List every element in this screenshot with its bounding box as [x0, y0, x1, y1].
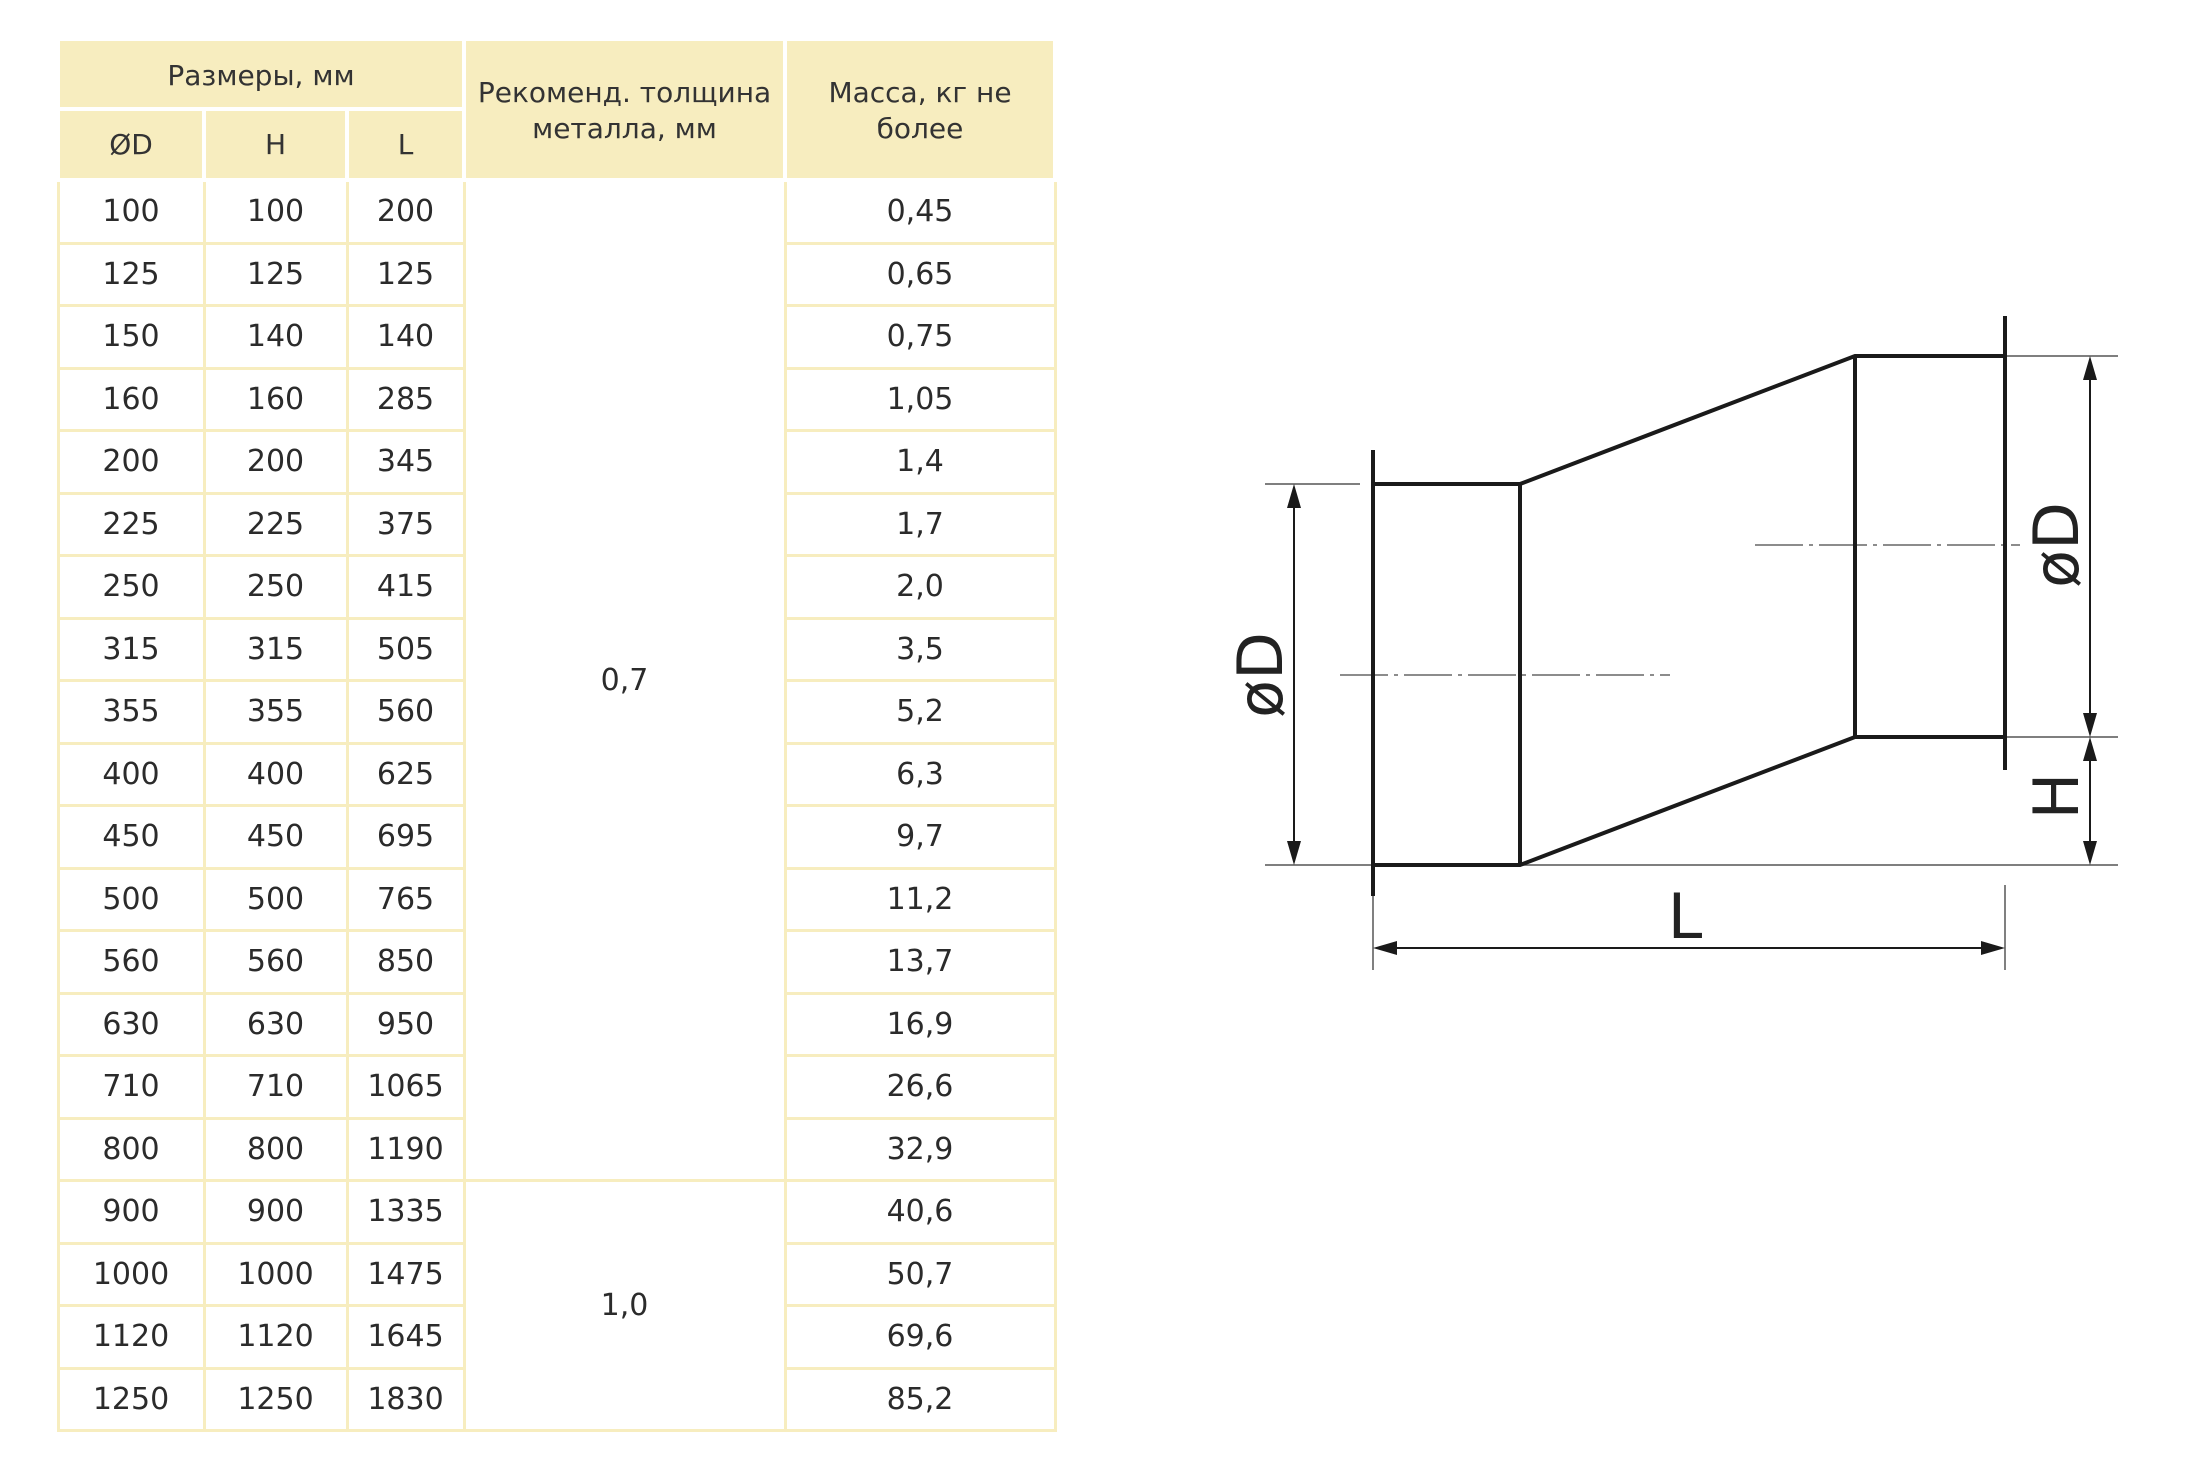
cell-mass: 69,6: [785, 1306, 1055, 1369]
cell-l: 1335: [347, 1181, 464, 1244]
cell-h: 630: [204, 993, 347, 1056]
cell-mass: 85,2: [785, 1368, 1055, 1431]
cell-h: 450: [204, 806, 347, 869]
cell-d: 200: [58, 431, 204, 494]
reducer-body: [1373, 316, 2005, 896]
cell-l: 125: [347, 243, 464, 306]
cell-h: 100: [204, 180, 347, 243]
cell-d: 355: [58, 681, 204, 744]
cell-mass: 5,2: [785, 681, 1055, 744]
arrow-l-left: [1373, 941, 1397, 955]
cell-mass: 26,6: [785, 1056, 1055, 1119]
cell-d: 800: [58, 1118, 204, 1181]
arrow-l-right: [1981, 941, 2005, 955]
cell-h: 225: [204, 493, 347, 556]
cell-mass: 3,5: [785, 618, 1055, 681]
label-h: H: [2020, 772, 2093, 820]
header-mass: Масса, кг не более: [785, 43, 1055, 181]
cell-h: 710: [204, 1056, 347, 1119]
cell-h: 315: [204, 618, 347, 681]
cell-mass: 2,0: [785, 556, 1055, 619]
cell-d: 450: [58, 806, 204, 869]
cell-l: 1475: [347, 1243, 464, 1306]
cell-mass: 1,7: [785, 493, 1055, 556]
cell-h: 160: [204, 368, 347, 431]
cell-l: 765: [347, 868, 464, 931]
cell-mass: 0,75: [785, 306, 1055, 369]
label-l: L: [1667, 880, 1703, 953]
arrow-d-right-bottom: [2083, 713, 2097, 737]
header-sizes: Размеры, мм: [58, 43, 464, 110]
cell-h: 400: [204, 743, 347, 806]
outline-top: [1373, 356, 2005, 484]
cell-d: 630: [58, 993, 204, 1056]
cell-d: 225: [58, 493, 204, 556]
cell-l: 695: [347, 806, 464, 869]
arrow-h-top: [2083, 737, 2097, 761]
cell-l: 200: [347, 180, 464, 243]
arrow-h-bottom: [2083, 841, 2097, 865]
cell-l: 850: [347, 931, 464, 994]
cell-d: 150: [58, 306, 204, 369]
cell-h: 900: [204, 1181, 347, 1244]
extension-lines: [1265, 356, 2118, 970]
cell-h: 560: [204, 931, 347, 994]
table-header: [58, 43, 1055, 181]
cell-d: 1000: [58, 1243, 204, 1306]
cell-h: 200: [204, 431, 347, 494]
cell-l: 345: [347, 431, 464, 494]
cell-d: 125: [58, 243, 204, 306]
cell-mass: 11,2: [785, 868, 1055, 931]
center-lines: [1340, 545, 2020, 675]
cell-l: 560: [347, 681, 464, 744]
label-d-right: øD: [2020, 502, 2093, 588]
cell-l: 415: [347, 556, 464, 619]
cell-d: 100: [58, 180, 204, 243]
table-row: [58, 1181, 1055, 1244]
cell-l: 1065: [347, 1056, 464, 1119]
dimension-lines: [1294, 362, 2090, 948]
cell-l: 1190: [347, 1118, 464, 1181]
header-col-l: L: [347, 109, 464, 180]
cell-mass: 0,65: [785, 243, 1055, 306]
outline-bottom: [1373, 737, 2005, 865]
cell-d: 400: [58, 743, 204, 806]
cell-h: 800: [204, 1118, 347, 1181]
arrow-d-right-top: [2083, 356, 2097, 380]
cell-mass: 0,45: [785, 180, 1055, 243]
cell-mass: 6,3: [785, 743, 1055, 806]
cell-h: 355: [204, 681, 347, 744]
cell-h: 1000: [204, 1243, 347, 1306]
cell-l: 140: [347, 306, 464, 369]
cell-mass: 9,7: [785, 806, 1055, 869]
cell-h: 500: [204, 868, 347, 931]
arrow-d-left-top: [1287, 484, 1301, 508]
cell-h: 140: [204, 306, 347, 369]
cell-d: 250: [58, 556, 204, 619]
cell-d: 1120: [58, 1306, 204, 1369]
arrow-d-left-bottom: [1287, 841, 1301, 865]
cell-d: 1250: [58, 1368, 204, 1431]
cell-mass: 50,7: [785, 1243, 1055, 1306]
header-col-h: H: [204, 109, 347, 180]
table-row: [58, 180, 1055, 243]
cell-l: 625: [347, 743, 464, 806]
reducer-drawing: [1224, 300, 2130, 1000]
table-body: [58, 180, 1055, 1431]
cell-h: 1250: [204, 1368, 347, 1431]
header-col-d: ØD: [58, 109, 204, 180]
cell-mass: 32,9: [785, 1118, 1055, 1181]
cell-mass: 16,9: [785, 993, 1055, 1056]
cell-h: 125: [204, 243, 347, 306]
cell-h: 250: [204, 556, 347, 619]
header-thickness: Рекоменд. толщина металла, мм: [464, 43, 785, 181]
cell-thickness: 1,0: [464, 1181, 785, 1431]
cell-l: 375: [347, 493, 464, 556]
cell-mass: 13,7: [785, 931, 1055, 994]
cell-mass: 1,05: [785, 368, 1055, 431]
cell-h: 1120: [204, 1306, 347, 1369]
label-d-left: øD: [1224, 632, 1297, 718]
cell-l: 505: [347, 618, 464, 681]
cell-thickness: 0,7: [464, 180, 785, 1181]
cell-d: 560: [58, 931, 204, 994]
cell-l: 1830: [347, 1368, 464, 1431]
cell-l: 285: [347, 368, 464, 431]
cell-d: 710: [58, 1056, 204, 1119]
cell-l: 950: [347, 993, 464, 1056]
cell-d: 160: [58, 368, 204, 431]
cell-mass: 1,4: [785, 431, 1055, 494]
cell-d: 900: [58, 1181, 204, 1244]
cell-l: 1645: [347, 1306, 464, 1369]
spec-table: [56, 41, 1057, 1432]
cell-d: 315: [58, 618, 204, 681]
cell-mass: 40,6: [785, 1181, 1055, 1244]
cell-d: 500: [58, 868, 204, 931]
